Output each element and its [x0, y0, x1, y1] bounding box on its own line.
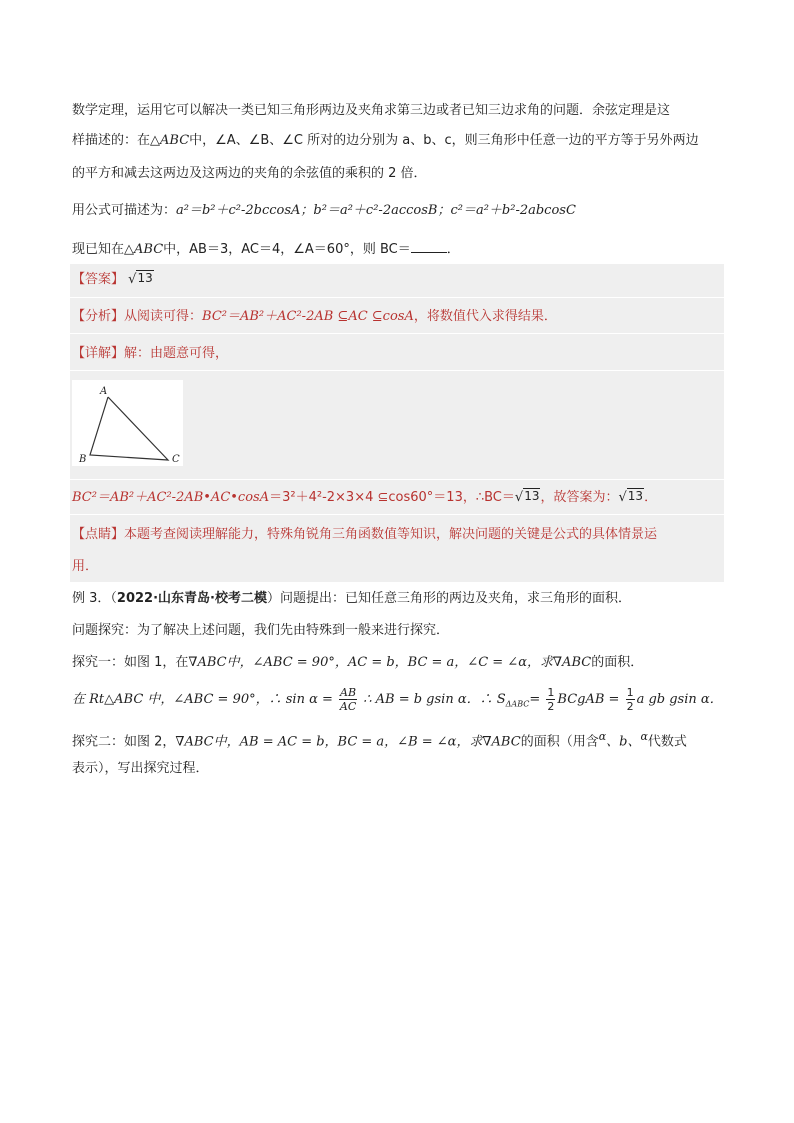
fraction-numerator: 1: [547, 686, 555, 699]
triangle-figure: [72, 380, 183, 466]
comment-tag: 【点睛】: [72, 527, 125, 542]
example-text: 问题探究：为了解决上述问题，我们先由特殊到一般来进行探究．: [72, 623, 450, 638]
example-derivation: ∴ AB = b gsin α．∴ S: [363, 692, 506, 707]
example-source: 2022·山东青岛·校考二模: [116, 591, 267, 606]
example-text: 探究二：如图 2，: [72, 734, 176, 750]
comment-line-1: [72, 525, 657, 545]
intro-line-2: [72, 131, 699, 151]
divider: [70, 514, 724, 515]
fraction-numerator: 1: [626, 686, 634, 699]
answer-tag: 【答案】: [72, 272, 125, 287]
triangle-symbol: ∇ABC: [188, 655, 227, 670]
sqrt-radicand: 13: [524, 489, 540, 503]
fraction-denominator: 2: [626, 700, 634, 713]
triangle-shape: [90, 397, 168, 460]
triangle-symbol: ∇ABC: [175, 734, 214, 750]
analysis-tag: 【分析】: [72, 309, 125, 324]
fraction-half: [546, 686, 555, 713]
example-line-2: [72, 621, 449, 641]
fraction-denominator: 2: [547, 700, 555, 713]
question-text: 中，AB＝3，AC＝4，∠A＝60°，则 BC＝: [163, 242, 411, 257]
detail-text: 解：由题意可得，: [124, 346, 229, 361]
divider: [70, 333, 724, 334]
detail-line: [72, 344, 228, 364]
intro-line-1: [72, 101, 670, 121]
formula-line: [72, 201, 576, 221]
divider: [70, 479, 724, 480]
example-text: ）问题提出：已知任意三角形的两边及夹角，求三角形的面积．: [266, 591, 631, 606]
example-condition: 中，AB = AC = b，BC = a，∠B = ∠α，求: [213, 734, 483, 750]
fraction-denominator: AC: [339, 700, 357, 713]
example-line-6: [72, 759, 209, 779]
example-text: 的面积．: [591, 655, 644, 670]
cosine-law-formula: a²＝b²＋c²-2bccosA；b²＝a²＋c²-2accosB；c²＝a²＋b²-2abcosC: [176, 203, 576, 218]
answer-line: [72, 270, 154, 290]
triangle-symbol: ∇ABC: [552, 655, 592, 670]
detail-tag: 【详解】: [72, 346, 125, 361]
comment-line-2: [72, 557, 98, 577]
example-text: 、b、: [606, 734, 641, 750]
sqrt-result: √ 13: [514, 489, 540, 505]
question-line: [72, 238, 460, 260]
divider: [70, 297, 724, 298]
fraction-half: [626, 686, 635, 713]
triangle-symbol: △ABC: [150, 133, 190, 148]
example-text: 的面积（用含: [520, 734, 599, 750]
sqrt-result: √ 13: [618, 489, 644, 505]
comment-text: 本题考查阅读理解能力，特殊角锐角三角函数值等知识，解决问题的关键是公式的具体情景运: [124, 527, 658, 542]
example-derivation: 在 Rt△ABC 中，∠ABC = 90°，∴ sin α =: [72, 692, 333, 707]
calc-values: ＝3²＋4²-2×3×4 ⊆cos60°＝13，∴BC＝: [269, 490, 515, 505]
alpha-symbol: α: [598, 730, 607, 743]
example-condition: 中，∠ABC = 90°，AC = b，BC = a，∠C = ∠α，求: [226, 655, 553, 670]
question-end: ．: [446, 242, 460, 257]
analysis-line: [72, 307, 557, 327]
triangle-symbol: △ABC: [124, 242, 164, 257]
sqrt-radicand: 13: [137, 271, 153, 285]
example-text: 表示），写出探究过程．: [72, 761, 209, 776]
answer-blank: [411, 238, 447, 253]
intro-text: 的平方和减去这两边及这两边的夹角的余弦值的乘积的 2 倍．: [72, 166, 427, 181]
alpha-symbol: α: [640, 730, 648, 743]
intro-text: 中，∠A、∠B、∠C 所对的边分别为 a、b、c，则三角形中任意一边的平方等于另外两边: [189, 133, 699, 148]
formula-label: 用公式可描述为：: [72, 203, 177, 218]
sqrt-radicand: 13: [627, 489, 644, 503]
comment-text: 用．: [72, 559, 99, 574]
analysis-formula: BC²＝AB²＋AC²-2AB ⊆AC ⊆cosA: [202, 309, 414, 324]
triangle-diagram: [72, 380, 183, 466]
vertex-label-b: B: [79, 454, 87, 465]
calc-end: ．: [644, 490, 658, 505]
example-derivation: =: [529, 692, 541, 707]
fraction-numerator: AB: [340, 686, 357, 699]
example-text: 探究一：如图 1，在: [72, 655, 189, 670]
triangle-symbol: ∇ABC: [482, 734, 521, 750]
vertex-label-c: C: [172, 454, 180, 465]
calculation-line: [72, 488, 657, 508]
intro-text: 数学定理，运用它可以解决一类已知三角形两边及夹角求第三边或者已知三边求角的问题．余弦定理是这: [72, 103, 671, 118]
question-text: 现已知在: [72, 242, 125, 257]
example-derivation: BCgAB =: [557, 692, 620, 707]
intro-line-3: [72, 164, 427, 184]
calc-conclusion: ，故答案为：: [540, 490, 619, 505]
divider: [70, 370, 724, 371]
example-derivation: a gb gsin α．: [636, 692, 723, 707]
calc-formula: BC²＝AB²＋AC²-2AB•AC•cosA: [72, 490, 270, 505]
intro-text: 样描述的：在: [72, 133, 151, 148]
example-title-line: [72, 589, 631, 609]
area-subscript: ΔABC: [505, 699, 530, 709]
example-line-3: [72, 653, 643, 673]
fraction-ab-ac: [339, 686, 357, 713]
analysis-text: 从阅读可得：: [124, 309, 203, 324]
example-number: 例 3．（: [72, 591, 117, 606]
sqrt-answer: √ 13: [128, 271, 153, 287]
example-line-4: [72, 686, 723, 719]
vertex-label-a: A: [100, 386, 108, 397]
analysis-text: ，将数值代入求得结果．: [413, 309, 557, 324]
example-line-5: [72, 727, 687, 752]
example-text: 代数式: [647, 734, 687, 750]
